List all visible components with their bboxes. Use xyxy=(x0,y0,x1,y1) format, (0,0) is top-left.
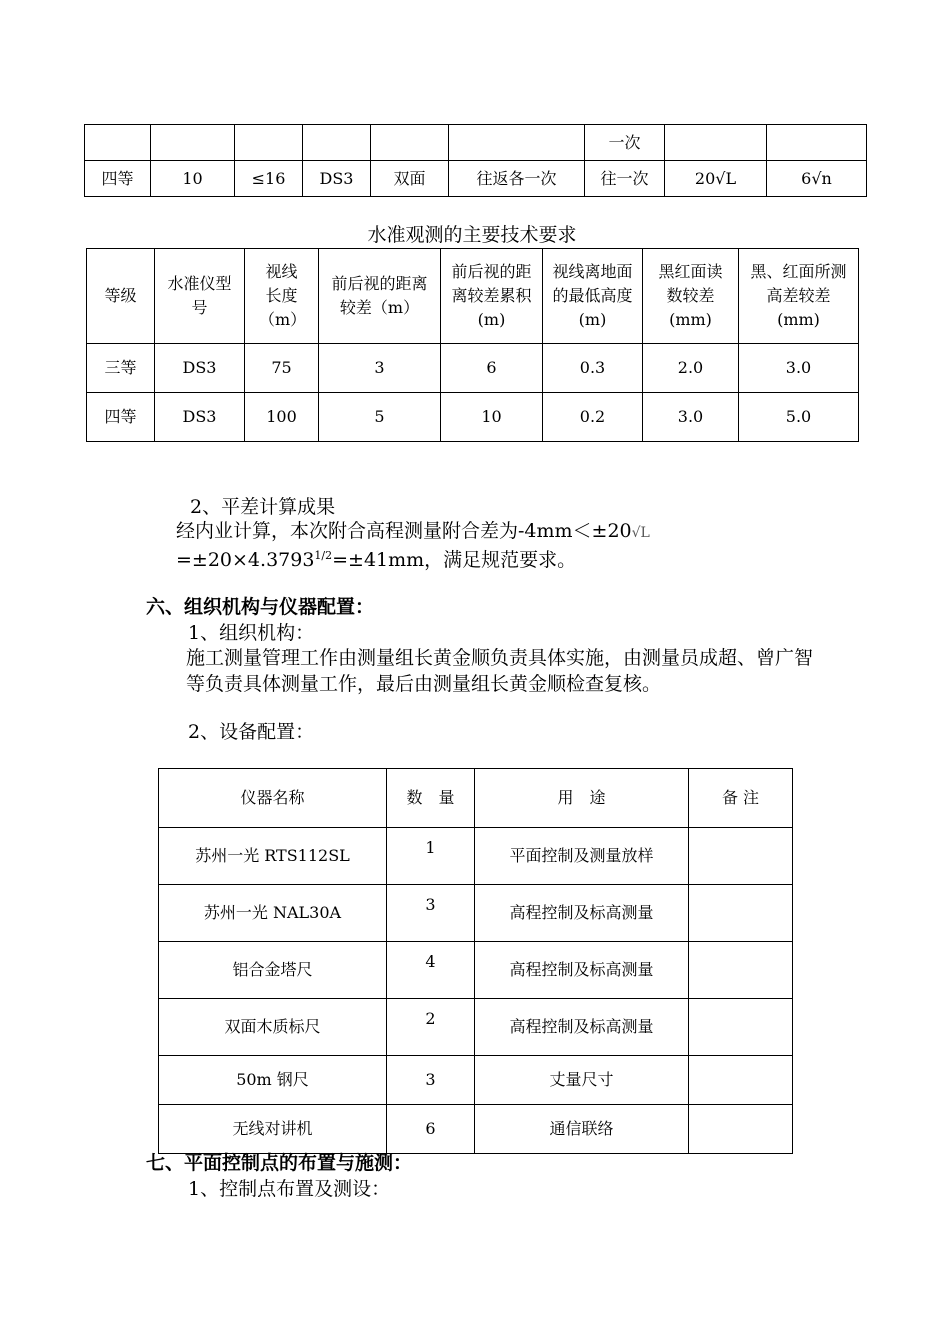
cell xyxy=(665,125,767,161)
cell: 三等 xyxy=(87,344,155,393)
cell xyxy=(689,1105,793,1154)
cell: 丈量尺寸 xyxy=(475,1056,689,1105)
column-header: 黑红面读数较差(mm) xyxy=(643,249,739,344)
cell: 0.3 xyxy=(543,344,643,393)
cell xyxy=(235,125,303,161)
cell: 苏州一光 NAL30A xyxy=(159,885,387,942)
cell: 高程控制及标高测量 xyxy=(475,942,689,999)
column-header: 仪器名称 xyxy=(159,769,387,828)
cell: 6√n xyxy=(767,161,867,197)
cell: 50m 钢尺 xyxy=(159,1056,387,1105)
cell: 高程控制及标高测量 xyxy=(475,885,689,942)
cell: 5 xyxy=(319,393,441,442)
cell: 2 xyxy=(387,999,475,1056)
table-row xyxy=(87,344,859,393)
cell: 平面控制及测量放样 xyxy=(475,828,689,885)
cell: 苏州一光 RTS112SL xyxy=(159,828,387,885)
cell: 往一次 xyxy=(585,161,665,197)
cell: 铝合金塔尺 xyxy=(159,942,387,999)
cell xyxy=(449,125,585,161)
table-header-row xyxy=(87,249,859,344)
cell: DS3 xyxy=(155,344,245,393)
cell xyxy=(303,125,371,161)
column-header: 视线长度（m） xyxy=(245,249,319,344)
column-header: 等级 xyxy=(87,249,155,344)
column-header: 备 注 xyxy=(689,769,793,828)
table-row xyxy=(87,393,859,442)
cell: 75 xyxy=(245,344,319,393)
adjustment-formula: =±20×4.3793 xyxy=(176,549,315,571)
adjustment-result: =±41mm，满足规范要求。 xyxy=(332,549,577,571)
cell: 3 xyxy=(387,885,475,942)
cell: 四等 xyxy=(85,161,151,197)
cell: 5.0 xyxy=(739,393,859,442)
adjustment-heading: 2、平差计算成果 xyxy=(190,496,336,518)
cell xyxy=(689,999,793,1056)
column-header: 前后视的距离较差（m） xyxy=(319,249,441,344)
column-header: 视线离地面的最低高度(m) xyxy=(543,249,643,344)
cell: DS3 xyxy=(155,393,245,442)
column-header: 前后视的距离较差累积(m) xyxy=(441,249,543,344)
cell: 3.0 xyxy=(739,344,859,393)
cell: 高程控制及标高测量 xyxy=(475,999,689,1056)
cell: 无线对讲机 xyxy=(159,1105,387,1154)
cell: 0.2 xyxy=(543,393,643,442)
cell xyxy=(85,125,151,161)
adjustment-line-1 xyxy=(176,518,650,546)
table-row xyxy=(159,1105,793,1154)
table-row xyxy=(159,1056,793,1105)
section-7-heading: 七、平面控制点的布置与施测： xyxy=(146,1152,413,1174)
table-row xyxy=(85,161,867,197)
cell: DS3 xyxy=(303,161,371,197)
cell: 3 xyxy=(319,344,441,393)
cell xyxy=(689,942,793,999)
exponent: 1/2 xyxy=(314,549,333,562)
cell xyxy=(151,125,235,161)
cell xyxy=(689,885,793,942)
column-header: 数 量 xyxy=(387,769,475,828)
table-row xyxy=(159,828,793,885)
adjustment-text: 经内业计算，本次附合高程测量附合差为-4mm＜±20 xyxy=(176,520,632,542)
cell: 6 xyxy=(441,344,543,393)
cell: 10 xyxy=(151,161,235,197)
sqrt-symbol: √L xyxy=(631,525,650,541)
cell: 双面木质标尺 xyxy=(159,999,387,1056)
column-header: 水准仪型号 xyxy=(155,249,245,344)
cell xyxy=(371,125,449,161)
cell: 通信联络 xyxy=(475,1105,689,1154)
table-row xyxy=(159,942,793,999)
cell: 1 xyxy=(387,828,475,885)
cell xyxy=(689,1056,793,1105)
adjustment-line-2 xyxy=(176,543,576,573)
section-6-heading: 六、组织机构与仪器配置： xyxy=(146,596,375,618)
section-6-sub-1: 1、组织机构： xyxy=(188,622,315,644)
cell: 3 xyxy=(387,1056,475,1105)
cell: 10 xyxy=(441,393,543,442)
section-7-sub-1: 1、控制点布置及测设： xyxy=(188,1178,391,1200)
cell xyxy=(767,125,867,161)
equipment-table xyxy=(158,768,793,1154)
cell: 20√L xyxy=(665,161,767,197)
section-6-sub-2: 2、设备配置： xyxy=(188,721,315,743)
cell: 双面 xyxy=(371,161,449,197)
table-row xyxy=(85,125,867,161)
section-6-paragraph: 施工测量管理工作由测量组长黄金顺负责具体实施，由测量员成超、曾广智等负责具体测量工作，最后由测量组长黄金顺检查复核。 xyxy=(186,647,814,695)
level-requirements-table xyxy=(86,248,859,442)
table-row xyxy=(159,999,793,1056)
table-row xyxy=(159,885,793,942)
cell: 四等 xyxy=(87,393,155,442)
cell: 6 xyxy=(387,1105,475,1154)
top-table xyxy=(84,124,867,197)
cell: 4 xyxy=(387,942,475,999)
cell: ≤16 xyxy=(235,161,303,197)
cell xyxy=(689,828,793,885)
column-header: 黑、红面所测高差较差(mm) xyxy=(739,249,859,344)
cell: 3.0 xyxy=(643,393,739,442)
cell: 往返各一次 xyxy=(449,161,585,197)
table-header-row xyxy=(159,769,793,828)
cell: 一次 xyxy=(585,125,665,161)
table-caption: 水准观测的主要技术要求 xyxy=(367,224,577,246)
cell: 100 xyxy=(245,393,319,442)
column-header: 用 途 xyxy=(475,769,689,828)
cell: 2.0 xyxy=(643,344,739,393)
